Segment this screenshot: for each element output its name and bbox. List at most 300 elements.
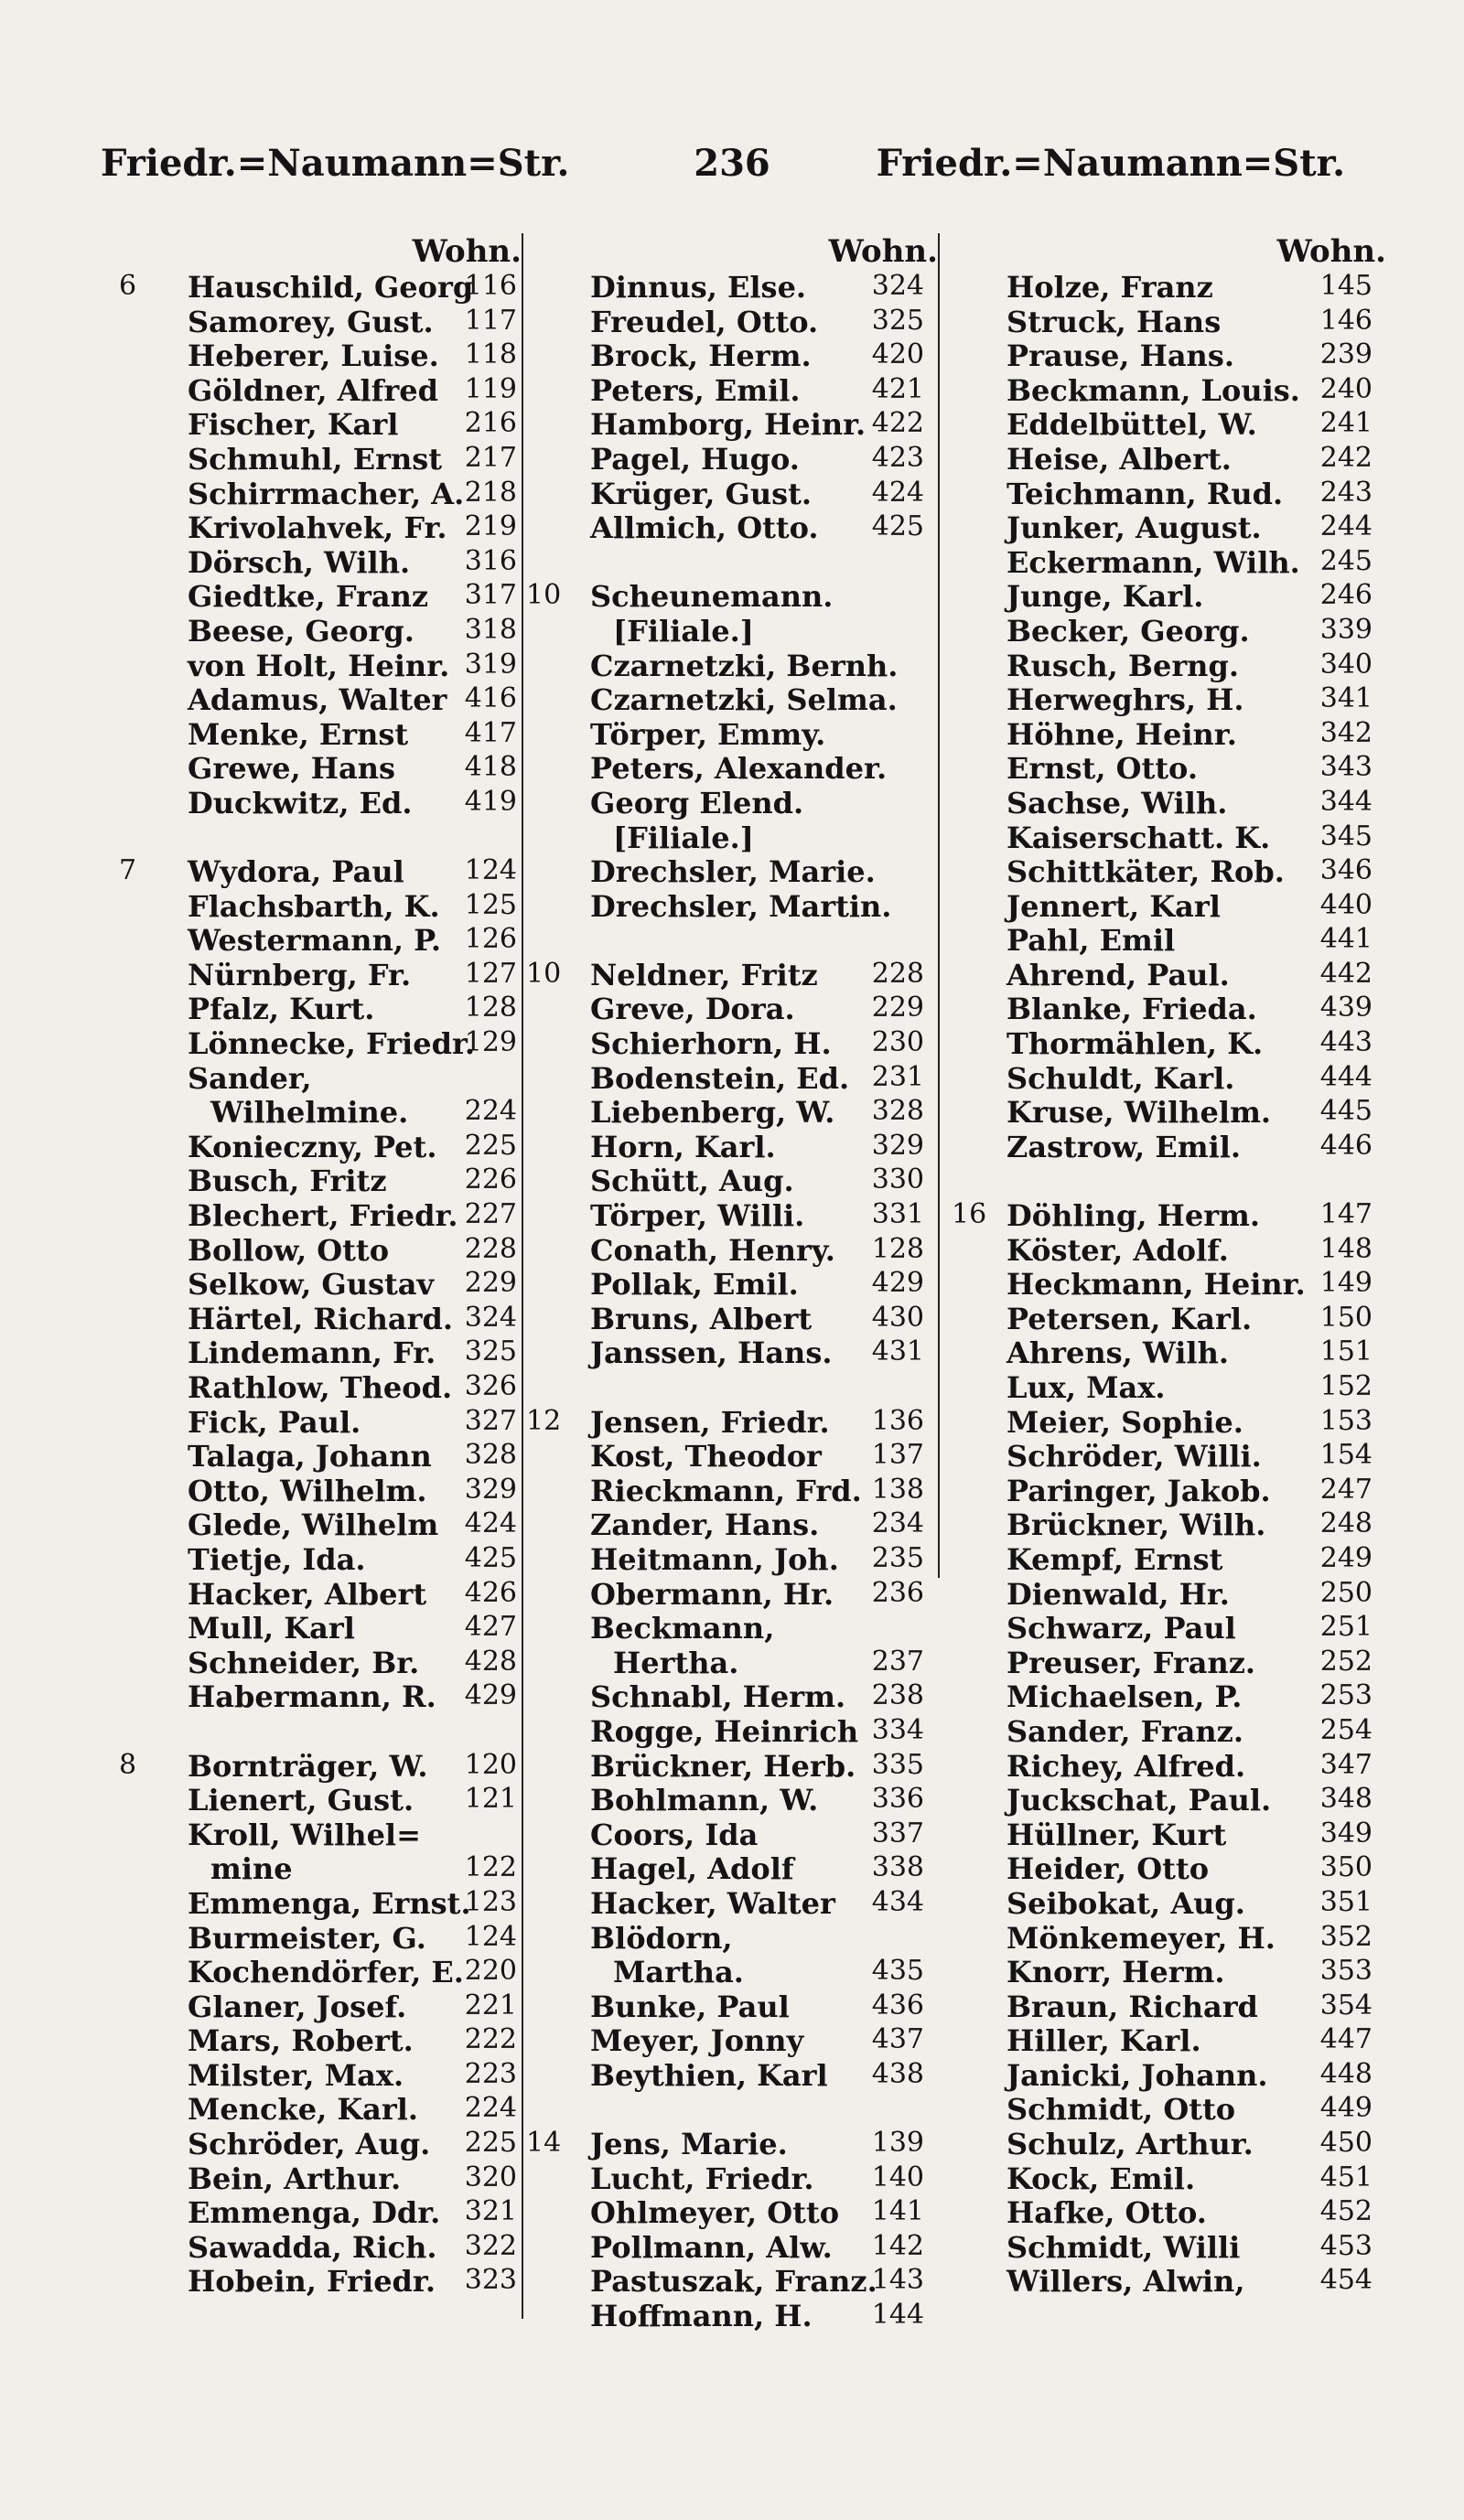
resident-entry [938, 2092, 1386, 2127]
resident-entry [938, 270, 1386, 305]
resident-name: Michaelsen, P. [1006, 1679, 1243, 1715]
resident-entry [101, 1095, 522, 1130]
resident-name: Heberer, Luise. [188, 338, 439, 374]
resident-name: Talaga, Johann [188, 1439, 432, 1474]
apartment-number: 328 [871, 1095, 924, 1128]
apartment-number: 348 [1319, 1783, 1372, 1816]
resident-name: Mönkemeyer, H. [1006, 1920, 1276, 1956]
resident-entry [522, 2058, 938, 2093]
resident-name: Bruns, Albert [590, 1301, 813, 1336]
resident-name: Drechsler, Martin. [590, 888, 892, 924]
apartment-number: 126 [464, 923, 517, 956]
resident-entry [101, 2127, 522, 2161]
resident-name: Schröder, Aug. [188, 2127, 431, 2162]
resident-entry [522, 1851, 938, 1886]
resident-entry [938, 958, 1386, 992]
resident-name: Flachsbarth, K. [188, 888, 440, 924]
resident-name: Samorey, Gust. [188, 304, 434, 339]
resident-name: Junker, August. [1006, 510, 1262, 546]
resident-entry [938, 1749, 1386, 1784]
apartment-number: 323 [464, 2264, 517, 2297]
house-number: 16 [952, 1198, 987, 1231]
resident-entry [938, 1198, 1386, 1233]
resident-name: [Filiale.] [613, 820, 754, 855]
column-header [522, 233, 938, 270]
column-header-label: Wohn. [412, 233, 522, 270]
resident-entry [938, 477, 1386, 511]
resident-name: Glede, Wilhelm [188, 1507, 439, 1543]
resident-entry [101, 407, 522, 442]
apartment-number: 441 [1319, 923, 1372, 956]
resident-name: Schütt, Aug. [590, 1163, 794, 1199]
resident-name: Dienwald, Hr. [1006, 1576, 1230, 1612]
resident-name: Bein, Arthur. [188, 2161, 402, 2196]
resident-entry [938, 1955, 1386, 1989]
apartment-number: 352 [1319, 1920, 1372, 1953]
resident-entry [522, 305, 938, 339]
resident-name: Rieckmann, Frd. [590, 1473, 862, 1508]
apartment-number: 340 [1319, 648, 1372, 681]
resident-name: Horn, Karl. [590, 1129, 776, 1164]
resident-entry [522, 1679, 938, 1714]
resident-name: Rogge, Heinrich [590, 1713, 859, 1749]
resident-name: Westermann, P. [188, 923, 442, 959]
resident-name: Heise, Albert. [1006, 441, 1232, 477]
apartment-number: 122 [464, 1851, 517, 1884]
resident-name: Schnabl, Herm. [590, 1679, 846, 1715]
resident-entry [938, 1989, 1386, 2024]
resident-name: Meyer, Jonny [590, 2023, 804, 2059]
resident-name: Junge, Karl. [1006, 579, 1204, 615]
resident-name: Eddelbüttel, W. [1006, 407, 1257, 443]
resident-name: Lönnecke, Friedr. [188, 1026, 475, 1062]
resident-entry [522, 1577, 938, 1612]
resident-name: Ahrens, Wilh. [1006, 1335, 1229, 1371]
apartment-number: 221 [464, 1989, 517, 2021]
resident-name: Dinnus, Else. [590, 270, 807, 305]
resident-name: Emmenga, Ernst. [188, 1885, 471, 1921]
apartment-number: 148 [1319, 1232, 1372, 1265]
resident-name: Hüllner, Kurt [1006, 1817, 1227, 1852]
resident-entry [938, 614, 1386, 649]
resident-name: Sawadda, Rich. [188, 2229, 437, 2265]
resident-name: Milster, Max. [188, 2057, 404, 2093]
resident-entry [101, 2161, 522, 2196]
resident-entry [938, 373, 1386, 408]
resident-entry [522, 1749, 938, 1784]
resident-name: Beckmann, [590, 1611, 775, 1646]
apartment-number: 137 [871, 1439, 924, 1472]
resident-name: Kempf, Ernst [1006, 1541, 1223, 1577]
resident-name: Meier, Sophie. [1006, 1404, 1243, 1440]
resident-entry [522, 1611, 938, 1646]
apartment-number: 151 [1319, 1335, 1372, 1368]
resident-entry [938, 1302, 1386, 1336]
resident-entry [938, 1439, 1386, 1474]
resident-entry [938, 1714, 1386, 1749]
resident-entry [938, 305, 1386, 339]
resident-name: Blanke, Frieda. [1006, 992, 1257, 1027]
resident-entry [101, 1749, 522, 1784]
resident-name: Allmich, Otto. [590, 510, 819, 546]
resident-entry [938, 545, 1386, 580]
resident-entry [938, 1783, 1386, 1818]
resident-entry [101, 1130, 522, 1164]
resident-name: Selkow, Gustav [188, 1267, 435, 1303]
resident-name: Hobein, Friedr. [188, 2264, 436, 2300]
house-number: 7 [119, 854, 137, 887]
apartment-number: 252 [1319, 1645, 1372, 1678]
apartment-number: 118 [464, 338, 517, 371]
apartment-number: 142 [871, 2229, 924, 2262]
resident-entry [101, 717, 522, 752]
page-number: 236 [694, 142, 770, 185]
resident-name: Glaner, Josef. [188, 1989, 407, 2024]
apartment-number: 241 [1319, 407, 1372, 440]
resident-name: Ahrend, Paul. [1006, 957, 1230, 992]
resident-name: Hertha. [613, 1645, 739, 1680]
resident-name: Hauschild, Georg [188, 270, 474, 305]
resident-entry [101, 1267, 522, 1302]
apartment-number: 227 [464, 1198, 517, 1231]
resident-entry [938, 1233, 1386, 1268]
resident-name: Schuldt, Karl. [1006, 1060, 1235, 1096]
resident-entry [101, 1542, 522, 1577]
apartment-number: 234 [871, 1507, 924, 1540]
apartment-number: 426 [464, 1576, 517, 1609]
resident-entry [522, 820, 938, 855]
apartment-number: 454 [1319, 2264, 1372, 2297]
resident-name: Heitmann, Joh. [590, 1541, 839, 1577]
resident-entry [522, 1405, 938, 1440]
directory-column-1 [101, 233, 522, 2337]
resident-entry [938, 854, 1386, 889]
apartment-number: 230 [871, 1026, 924, 1059]
resident-entry [522, 2023, 938, 2058]
apartment-number: 328 [464, 1439, 517, 1472]
resident-entry [522, 1921, 938, 1956]
apartment-number: 219 [464, 510, 517, 543]
resident-entry [938, 649, 1386, 683]
apartment-number: 327 [464, 1404, 517, 1437]
resident-entry [522, 889, 938, 924]
apartment-number: 424 [464, 1507, 517, 1540]
resident-name: Blechert, Friedr. [188, 1198, 458, 1234]
resident-name: Dörsch, Wilh. [188, 544, 411, 580]
resident-name: Grewe, Hans [188, 751, 395, 787]
apartment-number: 250 [1319, 1576, 1372, 1609]
resident-entry [938, 1542, 1386, 1577]
resident-entry [522, 1026, 938, 1061]
resident-name: Habermann, R. [188, 1679, 436, 1715]
apartment-number: 224 [464, 1095, 517, 1128]
house-number: 8 [119, 1748, 137, 1781]
resident-entry [938, 510, 1386, 545]
resident-entry [101, 1026, 522, 1061]
resident-name: Höhne, Heinr. [1006, 716, 1237, 752]
resident-entry [938, 1061, 1386, 1096]
section-gap [522, 923, 938, 958]
resident-entry [101, 1233, 522, 1268]
resident-name: Ernst, Otto. [1006, 751, 1198, 787]
resident-name: Holze, Franz [1006, 270, 1213, 305]
resident-entry [938, 889, 1386, 924]
resident-entry [938, 1646, 1386, 1680]
resident-name: Pollak, Emil. [590, 1267, 799, 1303]
apartment-number: 437 [871, 2023, 924, 2056]
resident-name: Schulz, Arthur. [1006, 2127, 1254, 2162]
resident-name: Wydora, Paul [188, 854, 404, 890]
resident-entry [522, 992, 938, 1026]
resident-entry [101, 1507, 522, 1542]
resident-name: Sander, [188, 1060, 312, 1096]
resident-entry [938, 717, 1386, 752]
apartment-number: 240 [1319, 372, 1372, 405]
apartment-number: 244 [1319, 510, 1372, 543]
resident-entry [938, 1851, 1386, 1886]
apartment-number: 338 [871, 1851, 924, 1884]
apartment-number: 249 [1319, 1541, 1372, 1574]
resident-entry [101, 545, 522, 580]
apartment-number: 350 [1319, 1851, 1372, 1884]
apartment-number: 336 [871, 1783, 924, 1816]
resident-entry [522, 614, 938, 649]
resident-name: [Filiale.] [613, 613, 754, 649]
resident-entry [522, 751, 938, 786]
resident-entry [101, 1851, 522, 1886]
resident-entry [938, 2127, 1386, 2161]
resident-name: Neldner, Fritz [590, 957, 818, 992]
apartment-number: 442 [1319, 957, 1372, 990]
resident-entry [522, 1439, 938, 1474]
apartment-number: 429 [464, 1679, 517, 1712]
apartment-number: 436 [871, 1989, 924, 2021]
apartment-number: 422 [871, 407, 924, 440]
apartment-number: 140 [871, 2161, 924, 2193]
resident-entry [101, 682, 522, 717]
resident-name: Konieczny, Pet. [188, 1129, 437, 1164]
apartment-number: 325 [464, 1335, 517, 1368]
apartment-number: 119 [464, 372, 517, 405]
apartment-number: 124 [464, 854, 517, 887]
resident-name: Becker, Georg. [1006, 613, 1250, 649]
resident-entry [522, 1646, 938, 1680]
resident-entry [522, 2195, 938, 2230]
apartment-number: 345 [1319, 820, 1372, 853]
apartment-number: 427 [464, 1611, 517, 1644]
resident-name: Döhling, Herm. [1006, 1198, 1261, 1234]
resident-name: Peters, Alexander. [590, 751, 888, 787]
resident-name: Mars, Robert. [188, 2023, 414, 2059]
resident-entry [101, 2264, 522, 2299]
apartment-number: 349 [1319, 1817, 1372, 1850]
resident-name: Otto, Wilhelm. [188, 1473, 427, 1508]
resident-entry [522, 1955, 938, 1989]
apartment-number: 120 [464, 1748, 517, 1781]
resident-entry [101, 1163, 522, 1198]
resident-name: Freudel, Otto. [590, 304, 819, 339]
resident-entry [938, 1507, 1386, 1542]
resident-entry [101, 854, 522, 889]
resident-entry [101, 751, 522, 786]
resident-entry [522, 649, 938, 683]
resident-name: Lux, Max. [1006, 1370, 1166, 1405]
apartment-number: 351 [1319, 1885, 1372, 1918]
resident-name: Adamus, Walter [188, 682, 447, 718]
apartment-number: 317 [464, 579, 517, 612]
resident-entry [938, 2195, 1386, 2230]
resident-name: Göldner, Alfred [188, 372, 438, 408]
resident-entry [522, 1198, 938, 1233]
resident-name: Janicki, Johann. [1006, 2057, 1268, 2093]
apartment-number: 236 [871, 1576, 924, 1609]
resident-entry [101, 477, 522, 511]
apartment-number: 127 [464, 957, 517, 990]
resident-name: Kock, Emil. [1006, 2161, 1196, 2196]
apartment-number: 251 [1319, 1611, 1372, 1644]
resident-entry [938, 1095, 1386, 1130]
resident-name: Petersen, Karl. [1006, 1301, 1253, 1336]
resident-name: Czarnetzki, Selma. [590, 682, 898, 718]
resident-entry [938, 442, 1386, 477]
resident-entry [522, 786, 938, 820]
resident-entry [938, 1921, 1386, 1956]
resident-name: Blödorn, [590, 1920, 733, 1956]
resident-name: Jensen, Friedr. [590, 1404, 830, 1440]
resident-name: Bornträger, W. [188, 1748, 428, 1784]
apartment-number: 253 [1319, 1679, 1372, 1712]
apartment-number: 343 [1319, 751, 1372, 784]
apartment-number: 144 [871, 2299, 924, 2332]
apartment-number: 129 [464, 1026, 517, 1059]
resident-entry [938, 923, 1386, 958]
apartment-number: 150 [1319, 1301, 1372, 1334]
apartment-number: 430 [871, 1301, 924, 1334]
resident-name: Mull, Karl [188, 1611, 355, 1646]
resident-entry [101, 442, 522, 477]
resident-entry [522, 270, 938, 305]
apartment-number: 316 [464, 544, 517, 577]
resident-name: Wilhelmine. [210, 1095, 409, 1131]
apartment-number: 425 [871, 510, 924, 543]
resident-name: Zander, Hans. [590, 1507, 820, 1543]
apartment-number: 418 [464, 751, 517, 784]
resident-name: Bohlmann, W. [590, 1783, 819, 1818]
resident-entry [101, 1955, 522, 1989]
section-gap [938, 1163, 1386, 1198]
apartment-number: 147 [1319, 1198, 1372, 1231]
resident-entry [101, 1577, 522, 1612]
resident-name: Liebenberg, W. [590, 1095, 835, 1131]
resident-name: Preuser, Franz. [1006, 1645, 1256, 1680]
apartment-number: 220 [464, 1955, 517, 1988]
resident-entry [101, 1439, 522, 1474]
apartment-number: 452 [1319, 2195, 1372, 2228]
apartment-number: 329 [871, 1129, 924, 1162]
resident-entry [938, 1370, 1386, 1405]
resident-name: Czarnetzki, Bernh. [590, 648, 899, 683]
resident-name: Brückner, Herb. [590, 1748, 856, 1784]
resident-entry [101, 1302, 522, 1336]
apartment-number: 339 [1319, 613, 1372, 646]
house-number: 10 [526, 957, 562, 990]
apartment-number: 116 [464, 270, 517, 302]
resident-name: Hacker, Albert [188, 1576, 427, 1612]
resident-entry [938, 579, 1386, 614]
resident-name: Prause, Hans. [1006, 338, 1234, 374]
apartment-number: 222 [464, 2023, 517, 2056]
resident-name: Krüger, Gust. [590, 476, 813, 511]
apartment-number: 123 [464, 1885, 517, 1918]
resident-name: Lindemann, Fr. [188, 1335, 436, 1371]
apartment-number: 225 [464, 1129, 517, 1162]
resident-entry [938, 2058, 1386, 2093]
apartment-number: 354 [1319, 1989, 1372, 2021]
resident-entry [101, 958, 522, 992]
resident-entry [938, 786, 1386, 820]
apartment-number: 335 [871, 1748, 924, 1781]
resident-entry [522, 1783, 938, 1818]
resident-name: Eckermann, Wilh. [1006, 544, 1300, 580]
resident-name: Sander, Franz. [1006, 1713, 1243, 1749]
resident-entry [522, 717, 938, 752]
running-head-left: Friedr.=Naumann=Str. [101, 142, 570, 185]
resident-entry [522, 854, 938, 889]
resident-name: Schierhorn, H. [590, 1026, 832, 1062]
resident-entry [101, 2230, 522, 2265]
apartment-number: 438 [871, 2057, 924, 2090]
apartment-number: 421 [871, 372, 924, 405]
apartment-number: 346 [1319, 854, 1372, 887]
apartment-number: 226 [464, 1163, 517, 1196]
apartment-number: 435 [871, 1955, 924, 1988]
apartment-number: 145 [1319, 270, 1372, 302]
apartment-number: 152 [1319, 1370, 1372, 1402]
resident-entry [101, 614, 522, 649]
resident-entry [522, 1886, 938, 1921]
apartment-number: 216 [464, 407, 517, 440]
house-number: 12 [526, 1404, 562, 1437]
resident-entry [101, 1061, 522, 1096]
resident-name: Kochendörfer, E. [188, 1955, 464, 1990]
apartment-number: 324 [464, 1301, 517, 1334]
resident-entry [522, 477, 938, 511]
resident-name: Juckschat, Paul. [1006, 1783, 1272, 1818]
section-gap [522, 545, 938, 580]
resident-name: Schittkäter, Rob. [1006, 854, 1285, 890]
apartment-number: 329 [464, 1473, 517, 1506]
apartment-number: 420 [871, 338, 924, 371]
apartment-number: 139 [871, 2127, 924, 2160]
resident-name: Seibokat, Aug. [1006, 1885, 1245, 1921]
resident-entry [101, 1611, 522, 1646]
apartment-number: 225 [464, 2127, 517, 2160]
resident-entry [101, 1198, 522, 1233]
resident-entry [101, 923, 522, 958]
resident-name: Fischer, Karl [188, 407, 399, 443]
resident-name: Drechsler, Marie. [590, 854, 876, 890]
apartment-number: 243 [1319, 476, 1372, 509]
apartment-number: 246 [1319, 579, 1372, 612]
apartment-number: 444 [1319, 1060, 1372, 1093]
apartment-number: 231 [871, 1060, 924, 1093]
resident-name: Törper, Emmy. [590, 716, 826, 752]
apartment-number: 121 [464, 1783, 517, 1816]
resident-name: Martha. [613, 1955, 744, 1990]
column-header [101, 233, 522, 270]
resident-name: Schirrmacher, A. [188, 476, 465, 511]
resident-name: Hafke, Otto. [1006, 2195, 1207, 2231]
